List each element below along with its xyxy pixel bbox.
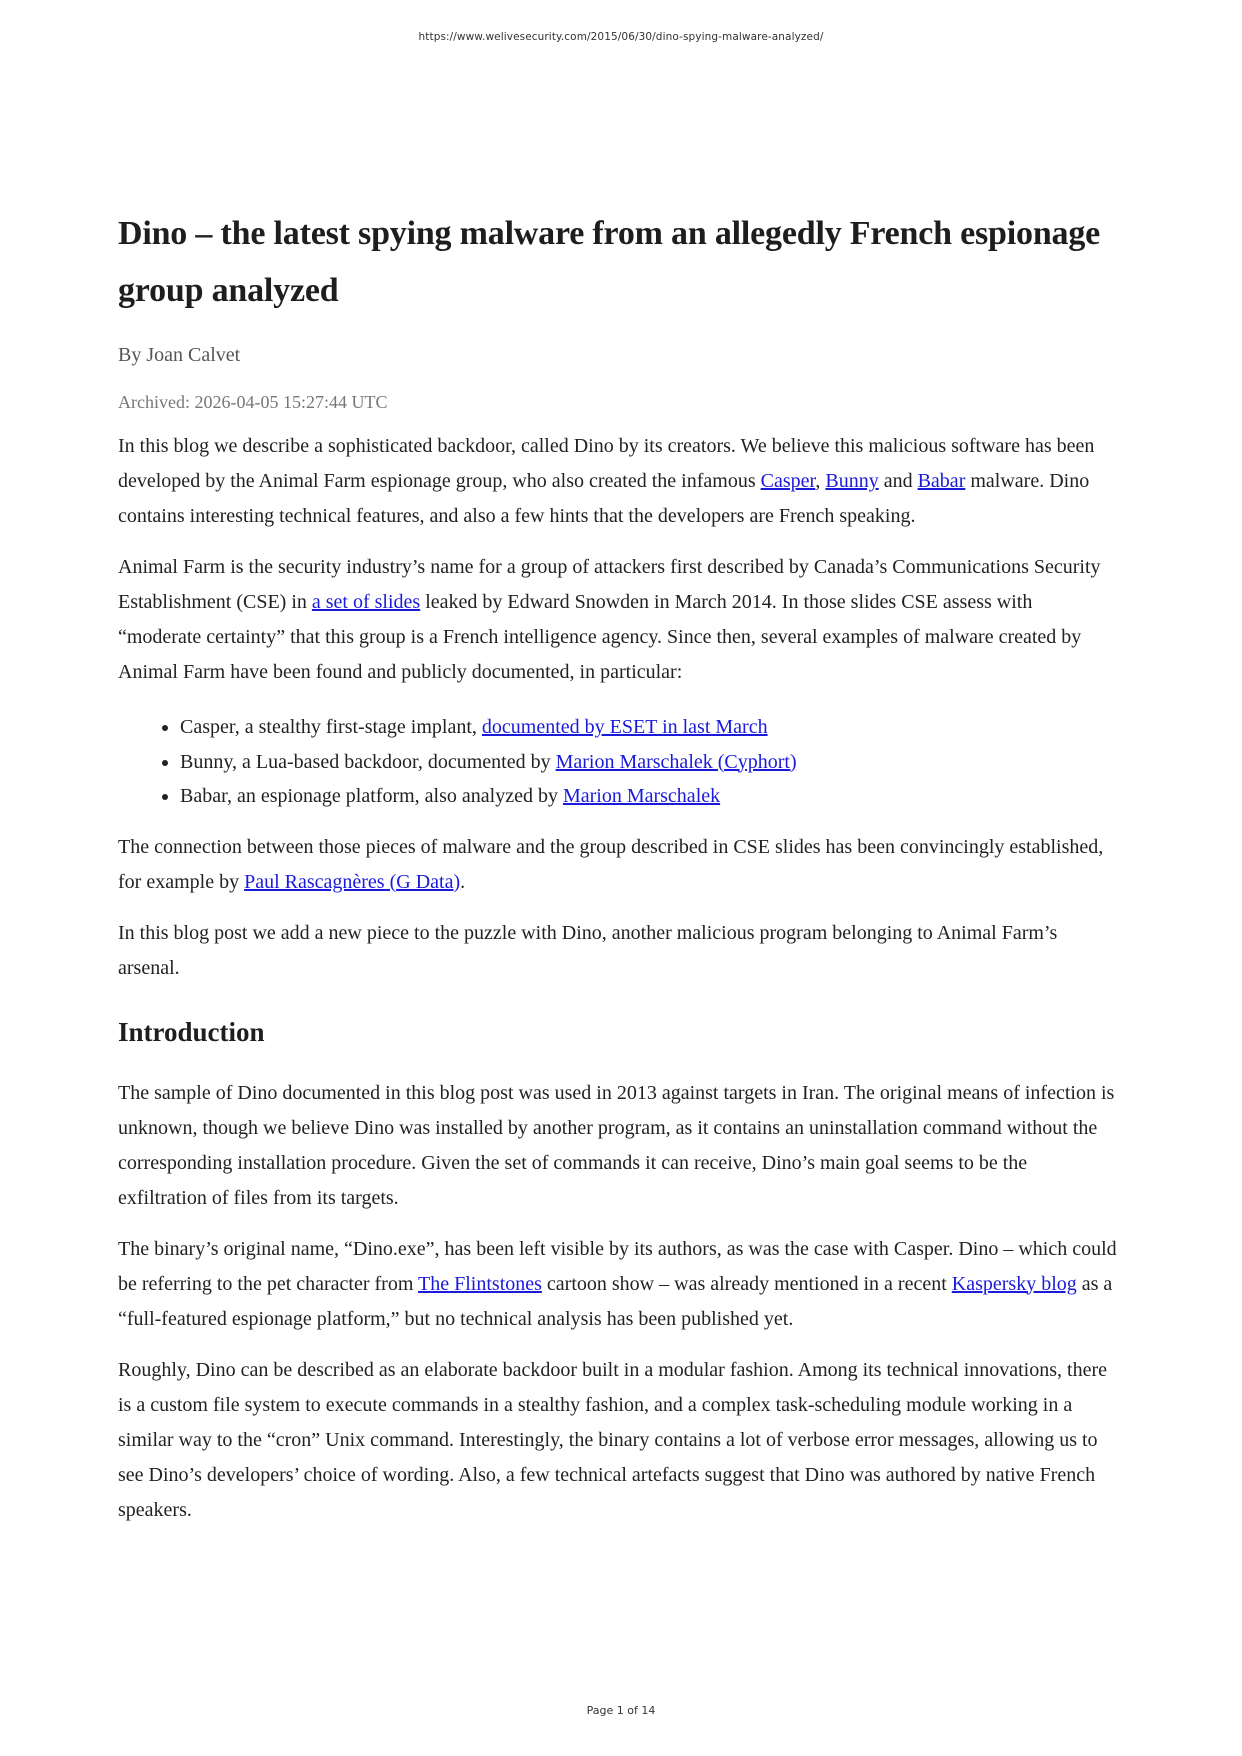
text: The binary’s original name, “Dino.exe”, has been left visible by its authors, as was the case with Casper. Dino – which could be referring to the pet character from <box>118 1237 1117 1295</box>
text: leaked by Edward Snowden in March 2014. In those slides CSE assess with “moderate certainty” that this group is a French intelligence agency. Since then, several examples of malware created by Animal Farm have been found and publicly documented, in particular: <box>118 591 1082 683</box>
text: malware. Dino contains interesting technical features, and also a few hints that the developers are French speaking. <box>118 470 1090 527</box>
text: Bunny, a Lua-based backdoor, documented by <box>180 750 556 773</box>
text: . <box>460 870 466 893</box>
text: Babar, an espionage platform, also analyzed by <box>180 785 563 807</box>
link-the-flintstones[interactable]: The Flintstones <box>418 1272 542 1295</box>
paragraph-new-piece: In this blog post we add a new piece to the puzzle with Dino, another malicious program belonging to Animal Farm’s arsenal. <box>118 921 1058 979</box>
paragraph-binary-name <box>118 1232 1118 1337</box>
page-number: Page 1 of 14 <box>586 1704 656 1717</box>
link-set-of-slides[interactable]: a set of slides <box>311 591 421 613</box>
link-marion-marschalek-cyphort[interactable]: Marion Marschalek (Cyphort) <box>555 750 797 773</box>
paragraph-intro <box>118 429 1118 534</box>
paragraph-sample: The sample of Dino documented in this blog post was used in 2013 against targets in Iran. The original means of infection is unknown, though we believe Dino was installed by another program, as it contains an uninstallation command without the corresponding installation procedure. Given the set of commands it can receive, Dino’s main goal seems to be the exfiltration of files from its targets. <box>118 1081 1115 1209</box>
link-marion-marschalek[interactable]: Marion Marschalek <box>562 785 721 807</box>
text: and <box>878 470 918 492</box>
link-paul-rascagneres[interactable]: Paul Rascagnères (G Data) <box>244 870 461 893</box>
paragraph-animal-farm <box>118 550 1118 690</box>
malware-list <box>118 710 1118 814</box>
list-item-babar <box>180 779 1118 814</box>
text: , <box>815 470 826 492</box>
paragraph-roughly: Roughly, Dino can be described as an elaborate backdoor built in a modular fashion. Among its technical innovations, there is a custom file system to execute commands in a stealthy fashion, and a complex task-scheduling module working in a similar way to the “cron” Unix command. Interestingly, the binary contains a lot of verbose error messages, allowing us to see Dino’s developers’ choice of wording. Also, a few technical artefacts suggest that Dino was authored by native French speakers. <box>118 1358 1107 1521</box>
list-item-casper <box>180 710 1118 745</box>
text: as a “full-featured espionage platform,” but no technical analysis has been published yet. <box>118 1272 1113 1330</box>
text: Animal Farm is the security industry’s name for a group of attackers first described by Canada’s Communications Security Establishment (CSE) in <box>118 556 1101 613</box>
list-item-bunny <box>180 745 1118 780</box>
archived-timestamp: Archived: 2026-04-05 15:27:44 UTC <box>118 392 388 412</box>
link-casper[interactable]: Casper <box>760 470 816 492</box>
article-title: Dino – the latest spying malware from an allegedly French espionage group analyzed <box>118 215 1101 309</box>
text: The connection between those pieces of malware and the group described in CSE slides has been convincingly established, for example by <box>118 835 1104 893</box>
link-documented-by-eset[interactable]: documented by ESET in last March <box>481 716 768 738</box>
author-byline: By Joan Calvet <box>118 344 241 366</box>
paragraph-connection <box>118 830 1118 900</box>
article <box>118 205 1118 1528</box>
text: cartoon show – was already mentioned in a recent <box>541 1272 952 1295</box>
text: Casper, a stealthy first-stage implant, <box>180 716 482 738</box>
section-heading-introduction: Introduction <box>118 1016 265 1047</box>
link-kaspersky-blog[interactable]: Kaspersky blog <box>951 1272 1077 1295</box>
link-bunny[interactable]: Bunny <box>825 470 879 492</box>
text: In this blog we describe a sophisticated backdoor, called Dino by its creators. We believe this malicious software has been developed by the Animal Farm espionage group, who also created the infamous <box>118 435 1095 492</box>
link-babar[interactable]: Babar <box>917 470 966 492</box>
page-url-header: https://www.welivesecurity.com/2015/06/30/dino-spying-malware-analyzed/ <box>418 31 824 43</box>
